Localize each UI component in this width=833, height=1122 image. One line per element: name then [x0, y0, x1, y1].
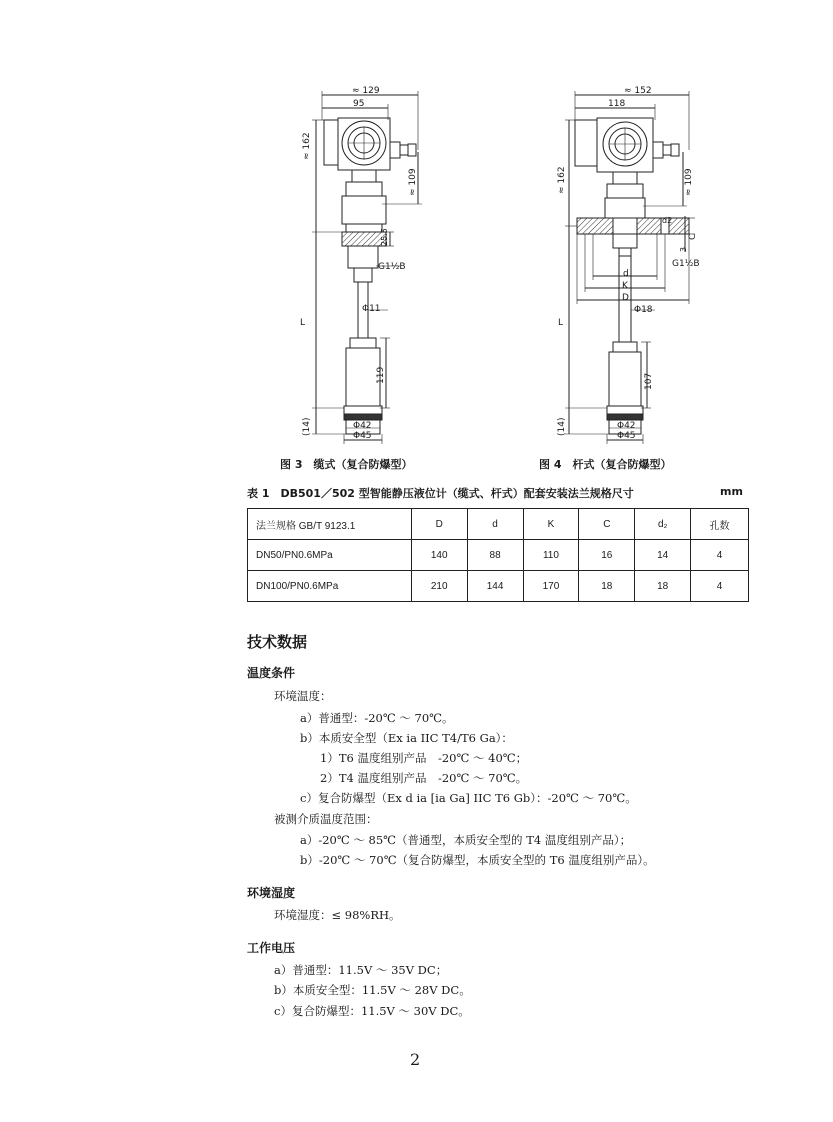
fig3-cable-dia: Φ11	[362, 304, 381, 314]
medium-temp-label: 被测介质温度范围：	[274, 812, 378, 826]
fig3-probe-length: 119	[376, 366, 386, 384]
table-cell: 18	[579, 571, 635, 602]
table-cell: 4	[691, 571, 749, 602]
table-row	[248, 571, 749, 602]
ambient-temp-a: a）普通型：-20℃ ～ 70℃。	[300, 711, 454, 725]
fig4-height: ≈ 162	[557, 166, 567, 194]
table-header-cell: D	[411, 509, 467, 540]
fig4-dia-small: Φ42	[617, 421, 636, 431]
fig3-height: ≈ 162	[302, 132, 312, 160]
table-cell: DN50/PN0.6MPa	[248, 540, 412, 571]
fig4-dia-large: Φ45	[617, 431, 636, 441]
table-header-cell: 法兰规格 GB/T 9123.1	[248, 509, 412, 540]
fig4-flange-c: C	[688, 233, 698, 240]
fig3-housing-width: 95	[353, 99, 365, 109]
fig4-rod-dia: Φ18	[634, 305, 653, 315]
voltage-a: a）普通型：11.5V ～ 35V DC；	[274, 963, 448, 977]
table-cell: 14	[635, 540, 691, 571]
table-unit: mm	[720, 485, 743, 498]
fig4-housing-width: 118	[608, 99, 626, 109]
table-header-cell: C	[579, 509, 635, 540]
table-cell: 144	[467, 571, 523, 602]
table-header-cell: d	[467, 509, 523, 540]
fig3-connector-height: ≈ 109	[408, 168, 418, 196]
fig4-D: D	[622, 293, 629, 303]
flange-spec-table	[247, 508, 749, 602]
table-cell: 210	[411, 571, 467, 602]
voltage-b: b）本质安全型：11.5V ～ 28V DC。	[274, 983, 471, 997]
fig4-k: K	[622, 281, 628, 291]
table-cell: 18	[635, 571, 691, 602]
table-title: 表 1 DB501／502 型智能静压液位计（缆式、杆式）配套安装法兰规格尺寸	[247, 487, 634, 500]
table-cell: 110	[523, 540, 579, 571]
table-cell: DN100/PN0.6MPa	[248, 571, 412, 602]
table-row	[248, 540, 749, 571]
fig4-d2: d2	[662, 216, 673, 225]
fig3-dia-small: Φ42	[353, 421, 372, 431]
medium-temp-a: a）-20℃ ～ 85℃（普通型，本质安全型的 T4 温度组别产品）；	[300, 833, 632, 847]
table-header-row	[248, 509, 749, 540]
page-number: 2	[410, 1050, 421, 1069]
fig4-thread: G1½B	[672, 259, 700, 269]
table-cell: 88	[467, 540, 523, 571]
voltage-heading: 工作电压	[247, 941, 296, 955]
ambient-temp-b2: 2）T4 温度组别产品 -20℃ ～ 70℃。	[320, 771, 528, 785]
fig3-thread-height: 25.5	[380, 228, 389, 246]
fig4-flange-gap: 3	[679, 246, 688, 252]
table-cell: 16	[579, 540, 635, 571]
humidity-line: 环境湿度：≤ 98%RH。	[274, 908, 401, 922]
fig3-overall-width: ≈ 129	[352, 86, 380, 96]
fig4-tip: (14)	[557, 417, 567, 436]
temp-heading: 温度条件	[247, 666, 296, 680]
table-cell: 4	[691, 540, 749, 571]
fig3-tip: (14)	[302, 417, 312, 436]
table-header-cell: 孔数	[691, 509, 749, 540]
fig4-length: L	[558, 318, 564, 328]
ambient-temp-b: b）本质安全型（Ex ia IIC T4/T6 Ga）：	[300, 731, 513, 745]
medium-temp-b: b）-20℃ ～ 70℃（复合防爆型，本质安全型的 T6 温度组别产品）。	[300, 853, 655, 867]
humidity-heading: 环境湿度	[247, 886, 296, 900]
ambient-temp-c: c）复合防爆型（Ex d ia [ia Ga] IIC T6 Gb）：-20℃ ～ 70℃。	[300, 791, 637, 805]
table-header-cell: d₂	[635, 509, 691, 540]
table-header-cell: K	[523, 509, 579, 540]
fig3-dia-large: Φ45	[353, 431, 372, 441]
ambient-temp-b1: 1）T6 温度组别产品 -20℃ ～ 40℃；	[320, 751, 528, 765]
fig4-overall-width: ≈ 152	[624, 86, 652, 96]
fig4-probe-length: 107	[644, 372, 654, 390]
fig3-thread: G1½B	[378, 262, 406, 272]
fig4-d: d	[623, 269, 629, 279]
figure-4-caption: 图 4 杆式（复合防爆型）	[539, 458, 672, 471]
fig4-connector-height: ≈ 109	[684, 168, 694, 196]
fig3-length: L	[300, 318, 306, 328]
table-cell: 170	[523, 571, 579, 602]
ambient-temp-label: 环境温度：	[274, 689, 332, 703]
voltage-c: c）复合防爆型：11.5V ～ 30V DC。	[274, 1004, 470, 1018]
section-title: 技术数据	[247, 633, 308, 651]
table-cell: 140	[411, 540, 467, 571]
figure-3-drawing	[290, 80, 450, 450]
figure-3-caption: 图 3 缆式（复合防爆型）	[280, 458, 413, 471]
